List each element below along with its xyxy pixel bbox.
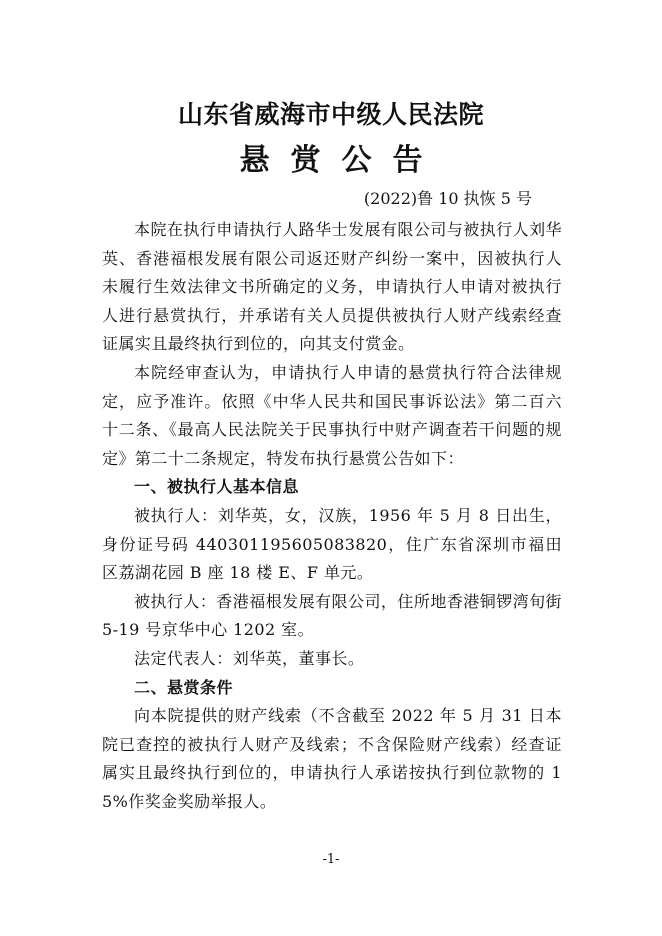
reward-conditions-paragraph: 向本院提供的财产线索（不含截至 2022 年 5 月 31 日本院已查控的被执行人财产及线索；不含保险财产线索）经查证属实且最终执行到位的，申请执行人承诺按执行到位款物的 15%作奖金奖励举报人。 bbox=[102, 706, 562, 811]
section-heading-executee-info: 一、被执行人基本信息 bbox=[134, 477, 300, 497]
page-number: -1- bbox=[322, 852, 340, 867]
notice-body bbox=[102, 216, 562, 816]
notice-title: 悬赏公告 bbox=[239, 143, 444, 178]
court-name: 山东省威海市中级人民法院 bbox=[177, 100, 484, 129]
intro-paragraph: 本院在执行申请执行人路华士发展有限公司与被执行人刘华英、香港福根发展有限公司返还财产纠纷一案中，因被执行人未履行生效法律文书所确定的义务，申请执行人申请对被执行人进行悬赏执行，并承诺有关人员提供被执行人财产线索经查证属实且最终执行到位的，向其支付赏金。 bbox=[102, 220, 562, 354]
legal-basis-paragraph: 本院经审查认为，申请执行人申请的悬赏执行符合法律规定，应予准许。依照《中华人民共和国民事诉讼法》第二百六十二条、《最高人民法院关于民事执行中财产调查若干问题的规定》第二十二条规定，特发布执行悬赏公告如下： bbox=[102, 362, 562, 468]
executee-person-info: 被执行人：刘华英，女，汉族，1956 年 5 月 8 日出生，身份证号码 440301195605083820，住广东省深圳市福田区荔湖花园 B 座 18 楼 E、F 单元。 bbox=[102, 505, 562, 583]
legal-representative: 法定代表人：刘华英，董事长。 bbox=[134, 648, 365, 668]
executee-company-info: 被执行人：香港福根发展有限公司，住所地香港铜锣湾旬街 5-19 号京华中心 1202 室。 bbox=[102, 591, 562, 640]
section-heading-reward-conditions: 二、悬赏条件 bbox=[134, 677, 234, 697]
case-number: (2022)鲁 10 执恢 5 号 bbox=[363, 189, 532, 208]
